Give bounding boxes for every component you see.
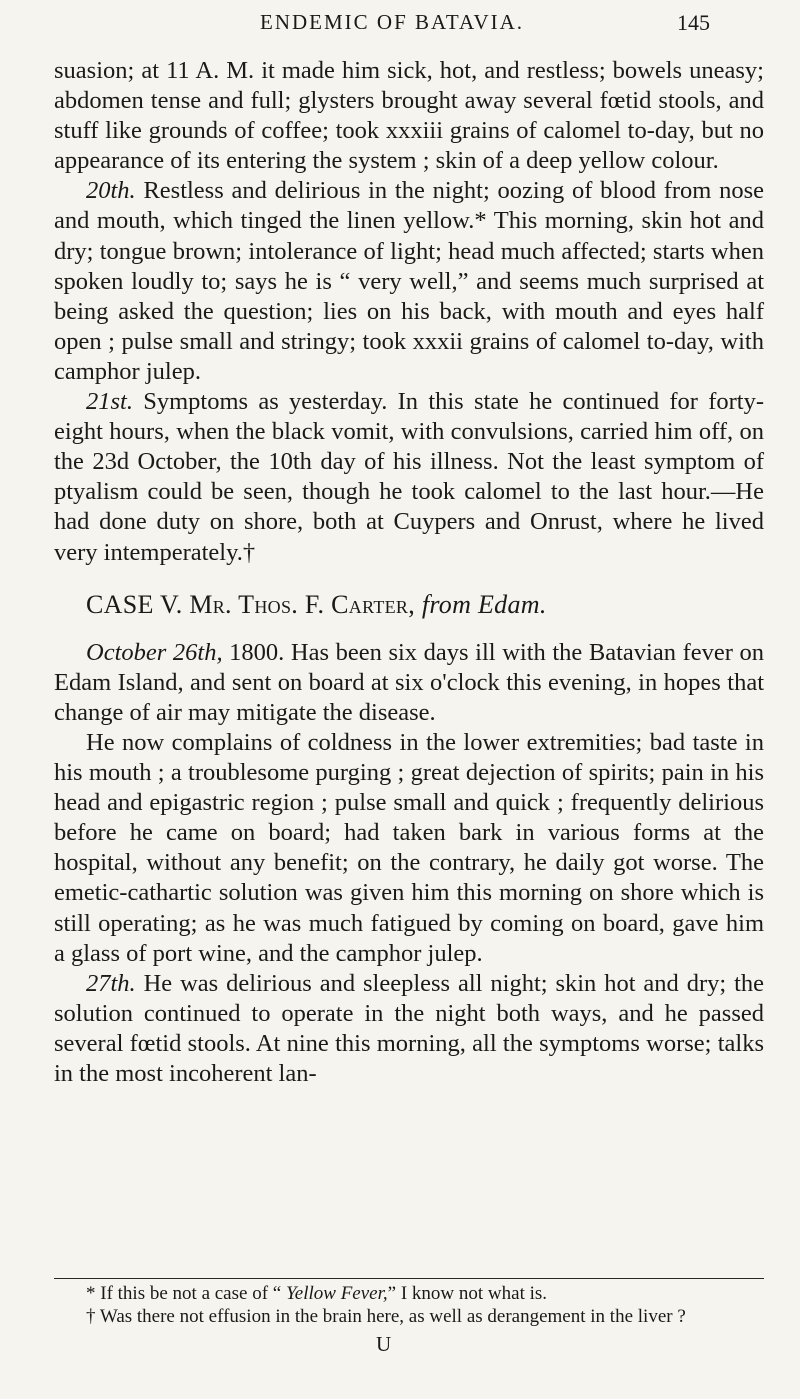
footnote-rule bbox=[54, 1278, 764, 1279]
case-number: CASE V. bbox=[86, 589, 183, 619]
footnotes bbox=[54, 1283, 764, 1328]
paragraph-text: Restless and delirious in the night; oozing of blood from nose and mouth, which tinged the linen yellow.* This morning, skin hot and dry; tongue brown; intolerance of light; head much affected; starts when spoken loudly to; says he is “ very well,” and seems much surprised at being asked the question; lies on his back, with mouth and eyes half open ; pulse small and stringy; took xxxii grains of calomel to-day, with camphor julep. bbox=[54, 177, 764, 385]
paragraph-text: He was delirious and sleepless all night; skin hot and dry; the solution continued to operate in the night both ways, and he passed several fœtid stools. At nine this morning, all the symptoms worse; talks in the most incoherent lan- bbox=[54, 969, 764, 1087]
paragraph bbox=[54, 387, 764, 568]
case-origin: from Edam. bbox=[421, 589, 547, 619]
footnote: * If this be not a case of “ Yellow Fever,” I know not what is. bbox=[86, 1283, 548, 1304]
footnote: † Was there not effusion in the brain here, as well as derangement in the liver ? bbox=[86, 1305, 686, 1327]
paragraph-text: Symptoms as yesterday. In this state he continued for forty-eight hours, when the black vomit, with convulsions, carried him off, on the 23d October, the 10th day of his illness. Not the least symptom of ptyalism could be seen, though he took calomel to the last hour.—He had done duty on shore, both at Cuypers and Onrust, where he lived very intemperately.† bbox=[54, 388, 764, 566]
paragraph: suasion; at 11 A. M. it made him sick, hot, and restless; bowels uneasy; abdomen tense and full; glysters brought away several fœtid stools, and stuff like grounds of coffee; took xxxiii grains of calomel to-day, but no appearance of its entering the system ; skin of a deep yellow colour. bbox=[54, 57, 764, 175]
entry-date: October 26th, bbox=[86, 638, 223, 666]
case-name: Mr. Thos. F. Carter, bbox=[189, 589, 416, 619]
paragraph bbox=[54, 638, 764, 728]
paragraph: He now complains of coldness in the lower extremities; bad taste in his mouth ; a troublesome purging ; great dejection of spirits; pain in his head and epigastric region ; pulse small and quick ; frequently delirious before he came on board; had taken bark in various forms at the hospital, without any benefit; on the contrary, he daily got worse. The emetic-cathartic solution was given him this morning on shore which is still operating; as he was much fatigued by coming on board, gave him a glass of port wine, and the camphor julep. bbox=[54, 728, 764, 967]
case-heading bbox=[54, 590, 764, 620]
page-number: 145 bbox=[677, 10, 710, 35]
running-title: ENDEMIC OF BATAVIA. bbox=[260, 10, 525, 34]
paragraph bbox=[54, 969, 764, 1089]
body-text bbox=[54, 56, 764, 1089]
entry-date: 21st. bbox=[86, 388, 133, 416]
signature-mark: U bbox=[376, 1332, 392, 1356]
paragraph-text: 1800. Has been six days ill with the Batavian fever on Edam Island, and sent on board at six o'clock this evening, in hopes that change of air may mitigate the disease. bbox=[54, 638, 765, 726]
entry-date: 20th. bbox=[86, 177, 136, 205]
paragraph bbox=[54, 176, 764, 387]
entry-date: 27th. bbox=[86, 969, 136, 997]
page-header bbox=[240, 10, 720, 40]
